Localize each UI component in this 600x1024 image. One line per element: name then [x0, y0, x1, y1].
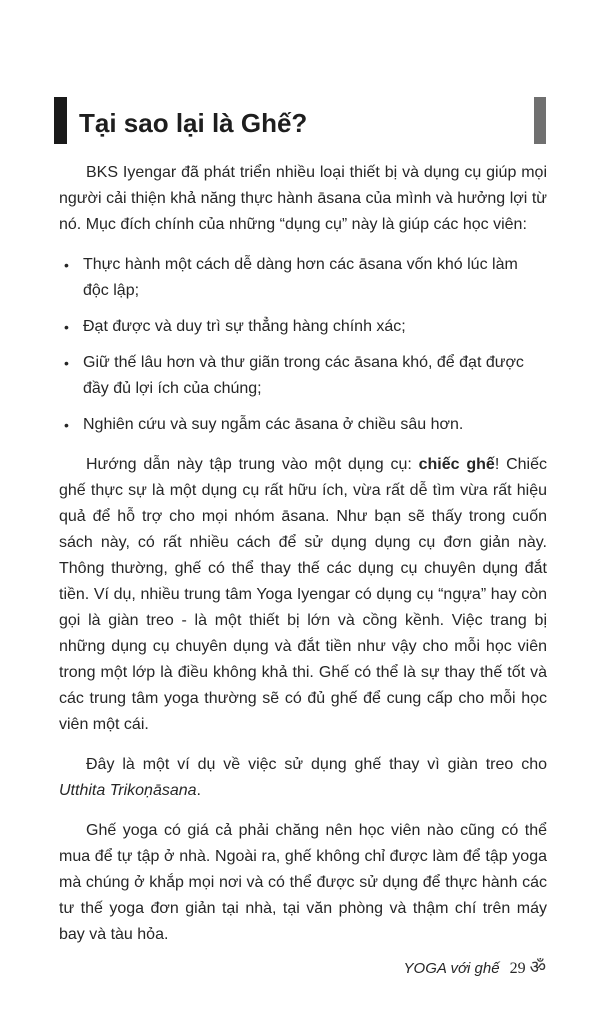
book-title: YOGA với ghế — [403, 960, 500, 977]
chair-paragraph: Hướng dẫn này tập trung vào một dụng cụ: chiếc ghế! Chiếc ghế thực sự là một dụng cụ rất hữu ích, vừa rất dễ tìm vừa rất hiệu quả để hỗ trợ cho mọi nhóm āsana. Như bạn sẽ thấy trong cuốn sách này, có rất nhiều cách để sử dụng dụng cụ đơn giản này. Thông thường, ghế có thể thay thế các dụng cụ chuyên dụng đắt tiền. Ví dụ, nhiều trung tâm Yoga Iyengar có dụng cụ “ngựa” hay còn gọi là giàn treo - là một thiết bị lớn và cồng kềnh. Việc trang bị những dụng cụ chuyên dụng và đắt tiền như vậy cho mỗi học viên trong một lớp là điều không khả thi. Ghế có thể là sự thay thế tốt và các trung tâm yoga thường sẽ có đủ ghế để cung cấp cho mỗi học viên một cái. — [59, 456, 548, 733]
list-item — [59, 314, 547, 340]
bullet-icon: • — [64, 417, 69, 433]
affordability-paragraph: Ghế yoga có giá cả phải chăng nên học viên nào cũng có thể mua để tự tập ở nhà. Ngoài ra, ghế không chỉ được làm để tập yoga mà chúng ở khắp mọi nơi và có thể được sử dụng để thực hành các tư thế yoga đơn giản tại nhà, tại văn phòng và thậm chí trên máy bay và tàu hỏa. — [59, 822, 547, 943]
om-icon: ॐ — [529, 957, 546, 977]
heading-bar-left — [54, 97, 67, 144]
intro-paragraph: BKS Iyengar đã phát triển nhiều loại thiết bị và dụng cụ giúp mọi người cải thiện khả năng thực hành āsana của mình và hưởng lợi từ nó. Mục đích chính của những “dụng cụ” này là giúp các học viên: — [59, 164, 547, 233]
list-item-text: Thực hành một cách dễ dàng hơn các āsana vốn khó lúc làm độc lập; — [83, 256, 518, 299]
pose-name: Utthita Trikoṇāsana — [59, 782, 197, 799]
page-footer — [0, 957, 546, 979]
page-title: Tại sao lại là Ghế? — [79, 108, 308, 138]
page-number: 29 — [509, 960, 526, 977]
bullet-icon: • — [64, 355, 69, 371]
bullet-icon: • — [64, 257, 69, 273]
list-item — [59, 350, 547, 402]
bullet-icon: • — [64, 319, 69, 335]
heading-bar-right — [534, 97, 546, 144]
chair-emphasis: chiếc ghế — [418, 456, 495, 473]
list-item — [59, 252, 547, 304]
list-item-text: Nghiên cứu và suy ngẫm các āsana ở chiều sâu hơn. — [83, 416, 464, 433]
page-content — [59, 160, 547, 962]
list-item — [59, 412, 547, 438]
list-item-text: Đạt được và duy trì sự thẳng hàng chính xác; — [83, 318, 406, 335]
benefits-list — [59, 252, 547, 438]
example-paragraph: Đây là một ví dụ về việc sử dụng ghế thay vì giàn treo cho Utthita Trikoṇāsana. — [59, 756, 547, 799]
list-item-text: Giữ thế lâu hơn và thư giãn trong các āsana khó, để đạt được đầy đủ lợi ích của chúng; — [83, 354, 524, 397]
